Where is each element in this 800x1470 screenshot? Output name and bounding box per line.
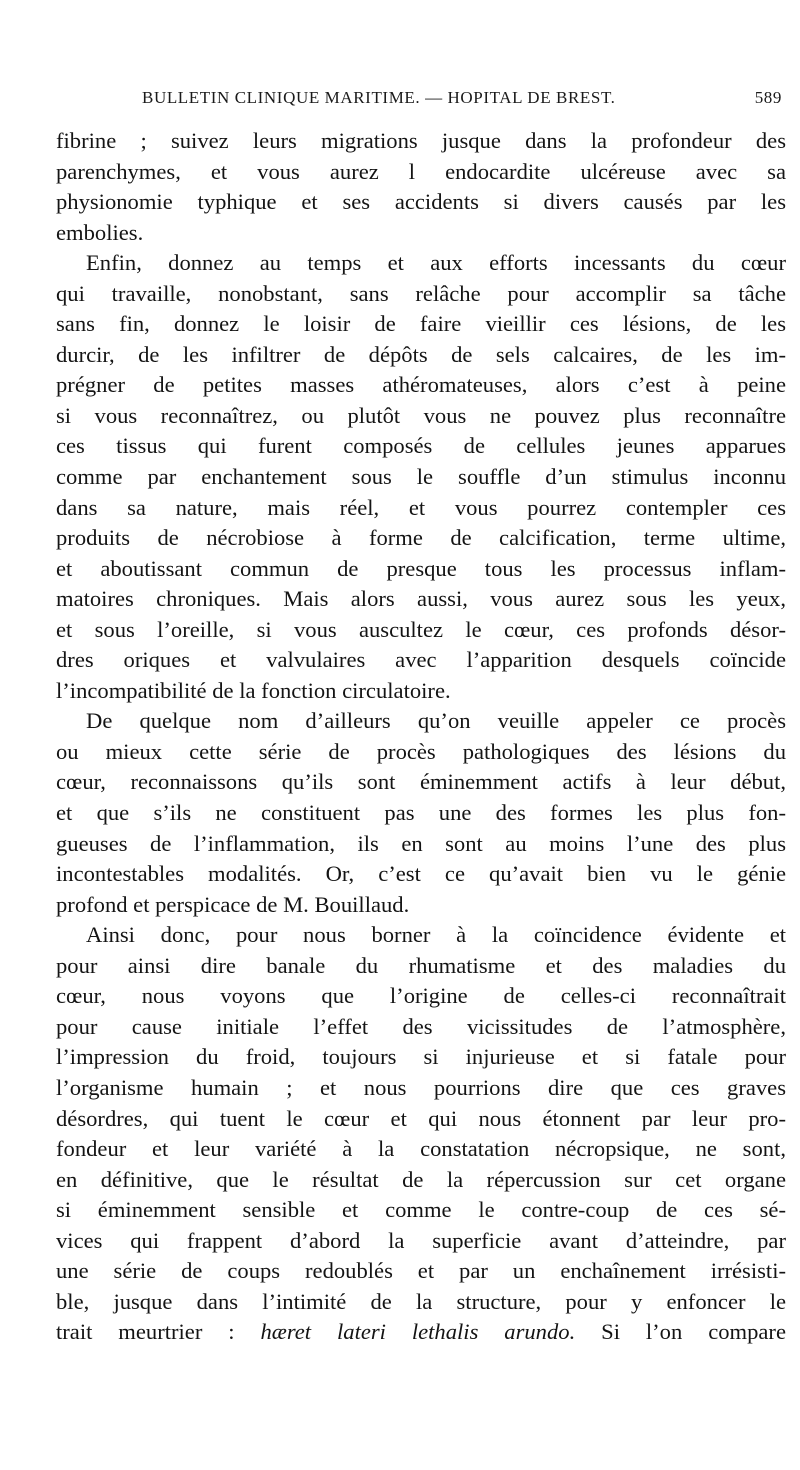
text-line: fibrine ; suivez leurs migrations jusque dans la profondeur des bbox=[56, 128, 786, 153]
page-number: 589 bbox=[754, 88, 782, 107]
text-line: durcir, de les infiltrer de dépôts de sels calcaires, de les im- bbox=[56, 341, 786, 367]
text-line: et que s’ils ne constituent pas une des formes les plus fon- bbox=[56, 800, 786, 826]
text-line: l’organisme humain ; et nous pourrions dire que ces graves bbox=[56, 1074, 786, 1100]
text-line: fondeur et leur variété à la constatation nécropsique, ne sont, bbox=[56, 1136, 786, 1162]
text-line: comme par enchantement sous le souffle d’un stimulus inconnu bbox=[56, 464, 786, 490]
text-line: pour ainsi dire banale du rhumatisme et des maladies du bbox=[56, 952, 786, 978]
text-line: sans fin, donnez le loisir de faire vieillir ces lésions, de les bbox=[56, 311, 786, 337]
text-line: l’incompatibilité de la fonction circulatoire. bbox=[56, 677, 451, 703]
final-line-start: trait meurtrier : bbox=[56, 1319, 261, 1345]
text-line: dans sa nature, mais réel, et vous pourrez contempler ces bbox=[56, 494, 786, 520]
text-line: vices qui frappent d’abord la superficie avant d’atteindre, par bbox=[56, 1227, 786, 1253]
text-line: et sous l’oreille, si vous auscultez le cœur, ces profonds désor- bbox=[56, 616, 786, 642]
text-line: prégner de petites masses athéromateuses, alors c’est à peine bbox=[56, 372, 786, 398]
text-line: embolies. bbox=[56, 219, 144, 245]
text-line-final bbox=[56, 1317, 786, 1348]
text-line: l’impression du froid, toujours si injurieuse et si fatale pour bbox=[56, 1044, 786, 1070]
text-line: parenchymes, et vous aurez l endocardite ulcéreuse avec sa bbox=[56, 158, 786, 184]
running-head bbox=[142, 84, 782, 114]
text-line: profond et perspicace de M. Bouillaud. bbox=[56, 891, 410, 917]
text-line: dres oriques et valvulaires avec l’apparition desquels coïncide bbox=[56, 647, 786, 673]
text-line: ou mieux cette série de procès pathologiques des lésions du bbox=[56, 738, 786, 764]
latin-quote: hæret lateri lethalis arundo. bbox=[260, 1319, 576, 1345]
text-line: en définitive, que le résultat de la répercussion sur cet organe bbox=[56, 1166, 786, 1192]
text-line: matoires chroniques. Mais alors aussi, vous aurez sous les yeux, bbox=[56, 586, 786, 612]
final-line-end: Si l’on compare bbox=[575, 1319, 786, 1345]
paragraph-first-line: Enfin, donnez au temps et aux efforts incessants du cœur bbox=[86, 250, 786, 276]
body-text bbox=[56, 126, 786, 1348]
text-line: cœur, reconnaissons qu’ils sont éminemment actifs à leur début, bbox=[56, 769, 786, 795]
text-line: si éminemment sensible et comme le contre-coup de ces sé- bbox=[56, 1197, 786, 1223]
text-line: ces tissus qui furent composés de cellules jeunes apparues bbox=[56, 433, 786, 459]
text-line: incontestables modalités. Or, c’est ce qu’avait bien vu le génie bbox=[56, 861, 786, 887]
text-line: si vous reconnaîtrez, ou plutôt vous ne pouvez plus reconnaître bbox=[56, 402, 786, 428]
text-line: ble, jusque dans l’intimité de la structure, pour y enfoncer le bbox=[56, 1288, 786, 1314]
text-line: physionomie typhique et ses accidents si divers causés par les bbox=[56, 189, 786, 215]
paragraph-first-line: Ainsi donc, pour nous borner à la coïncidence évidente et bbox=[86, 922, 786, 948]
text-line: produits de nécrobiose à forme de calcification, terme ultime, bbox=[56, 525, 786, 551]
text-line: qui travaille, nonobstant, sans relâche pour accomplir sa tâche bbox=[56, 280, 786, 306]
text-line: cœur, nous voyons que l’origine de celles-ci reconnaîtrait bbox=[56, 983, 786, 1009]
text-line: une série de coups redoublés et par un enchaînement irrésisti- bbox=[56, 1258, 786, 1284]
text-line: désordres, qui tuent le cœur et qui nous étonnent par leur pro- bbox=[56, 1105, 786, 1131]
paragraph-first-line: De quelque nom d’ailleurs qu’on veuille appeler ce procès bbox=[86, 708, 786, 734]
text-line: pour cause initiale l’effet des vicissitudes de l’atmosphère, bbox=[56, 1013, 786, 1039]
text-line: et aboutissant commun de presque tous les processus inflam- bbox=[56, 555, 786, 581]
text-line: gueuses de l’inflammation, ils en sont au moins l’une des plus bbox=[56, 830, 786, 856]
running-title: BULLETIN CLINIQUE MARITIME. — HOPITAL DE BREST. bbox=[142, 88, 616, 107]
